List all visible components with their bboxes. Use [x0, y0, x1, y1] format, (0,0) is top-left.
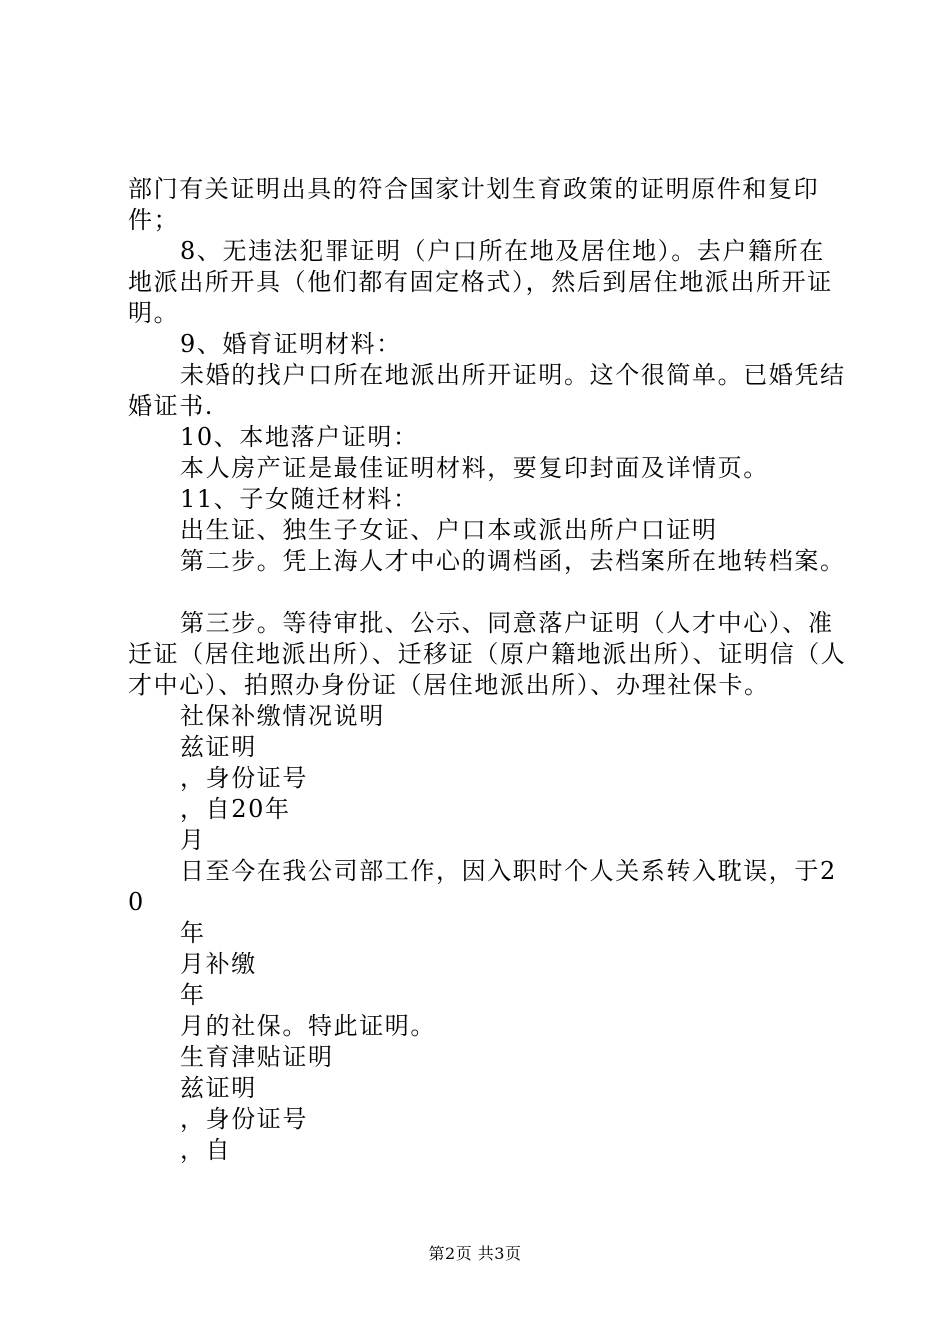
paragraph-step-2: 第二步。凭上海人才中心的调档函，去档案所在地转档案。 [180, 547, 846, 575]
paragraph-property-proof: 本人房产证是最佳证明材料，要复印封面及详情页。 [180, 454, 769, 482]
paragraph-item-10: 10、本地落户证明： [180, 423, 419, 451]
line-year-2: 年 [180, 981, 206, 1009]
paragraph-family-planning-proof: 部门有关证明出具的符合国家计划生育政策的证明原件和复印件； [128, 175, 820, 234]
line-month: 月 [180, 826, 206, 854]
line-since-year: ，自20年 [180, 795, 291, 823]
line-month-social-security: 月的社保。特此证明。 [180, 1012, 436, 1040]
heading-social-security-note: 社保补缴情况说明 [180, 702, 385, 730]
paragraph-item-11: 11、子女随迁材料： [180, 485, 419, 513]
paragraph-step-3: 第三步。等待审批、公示、同意落户证明（人才中心）、准迁证（居住地派出所）、迁移证（原户籍地派出所）、证明信（人才中心）、拍照办身份证（居住地派出所）、办理社保卡。 [128, 609, 847, 699]
line-year: 年 [180, 919, 206, 947]
line-since: ，自 [180, 1136, 232, 1164]
paragraph-item-9: 9、婚育证明材料： [180, 330, 402, 358]
page-number-label: 第2页 共3页 [428, 1244, 522, 1263]
line-id-number-2: ，身份证号 [180, 1105, 308, 1133]
paragraph-item-8: 8、无违法犯罪证明（户口所在地及居住地）。去户籍所在地派出所开具（他们都有固定格式），然后到居住地派出所开证明。 [128, 237, 833, 327]
line-id-number: ，身份证号 [180, 764, 308, 792]
page-footer [0, 1242, 950, 1266]
paragraph-children-docs: 出生证、独生子女证、户口本或派出所户口证明 [180, 516, 718, 544]
paragraph-marriage-proof: 未婚的找户口所在地派出所开证明。这个很简单。已婚凭结婚证书. [128, 361, 846, 420]
line-certify: 兹证明 [180, 733, 257, 761]
heading-maternity-allowance: 生育津贴证明 [180, 1043, 334, 1071]
line-work-since: 日至今在我公司部工作，因入职时个人关系转入耽误，于20 [128, 857, 837, 916]
line-certify-2: 兹证明 [180, 1074, 257, 1102]
document-body [128, 174, 848, 1166]
line-month-supplement: 月补缴 [180, 950, 257, 978]
